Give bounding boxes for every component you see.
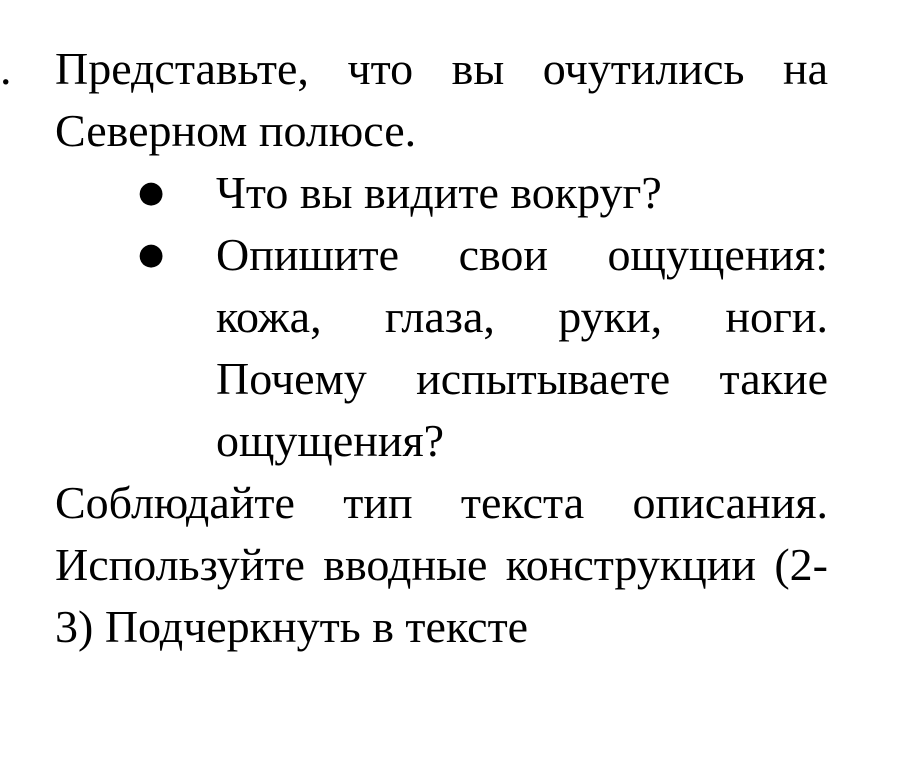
bullet-icon: ● (138, 175, 165, 210)
question-list (55, 162, 828, 472)
task-intro: Представьте, что вы очутились на Северном полюсе. (55, 43, 828, 156)
question-text: Опишите свои ощущения: кожа, глаза, руки, ноги. Почему испытываете такие ощущения? (216, 229, 828, 466)
task-instruction: Соблюдайте тип текста описания. Используйте вводные конструкции (2-3) Подчеркнуть в тексте (55, 477, 828, 652)
list-item (138, 224, 828, 472)
list-item (138, 162, 828, 224)
task-content (55, 38, 828, 658)
bullet-icon: ● (138, 237, 165, 272)
list-item-marker: . (0, 43, 12, 94)
question-text: Что вы видите вокруг? (216, 167, 662, 218)
